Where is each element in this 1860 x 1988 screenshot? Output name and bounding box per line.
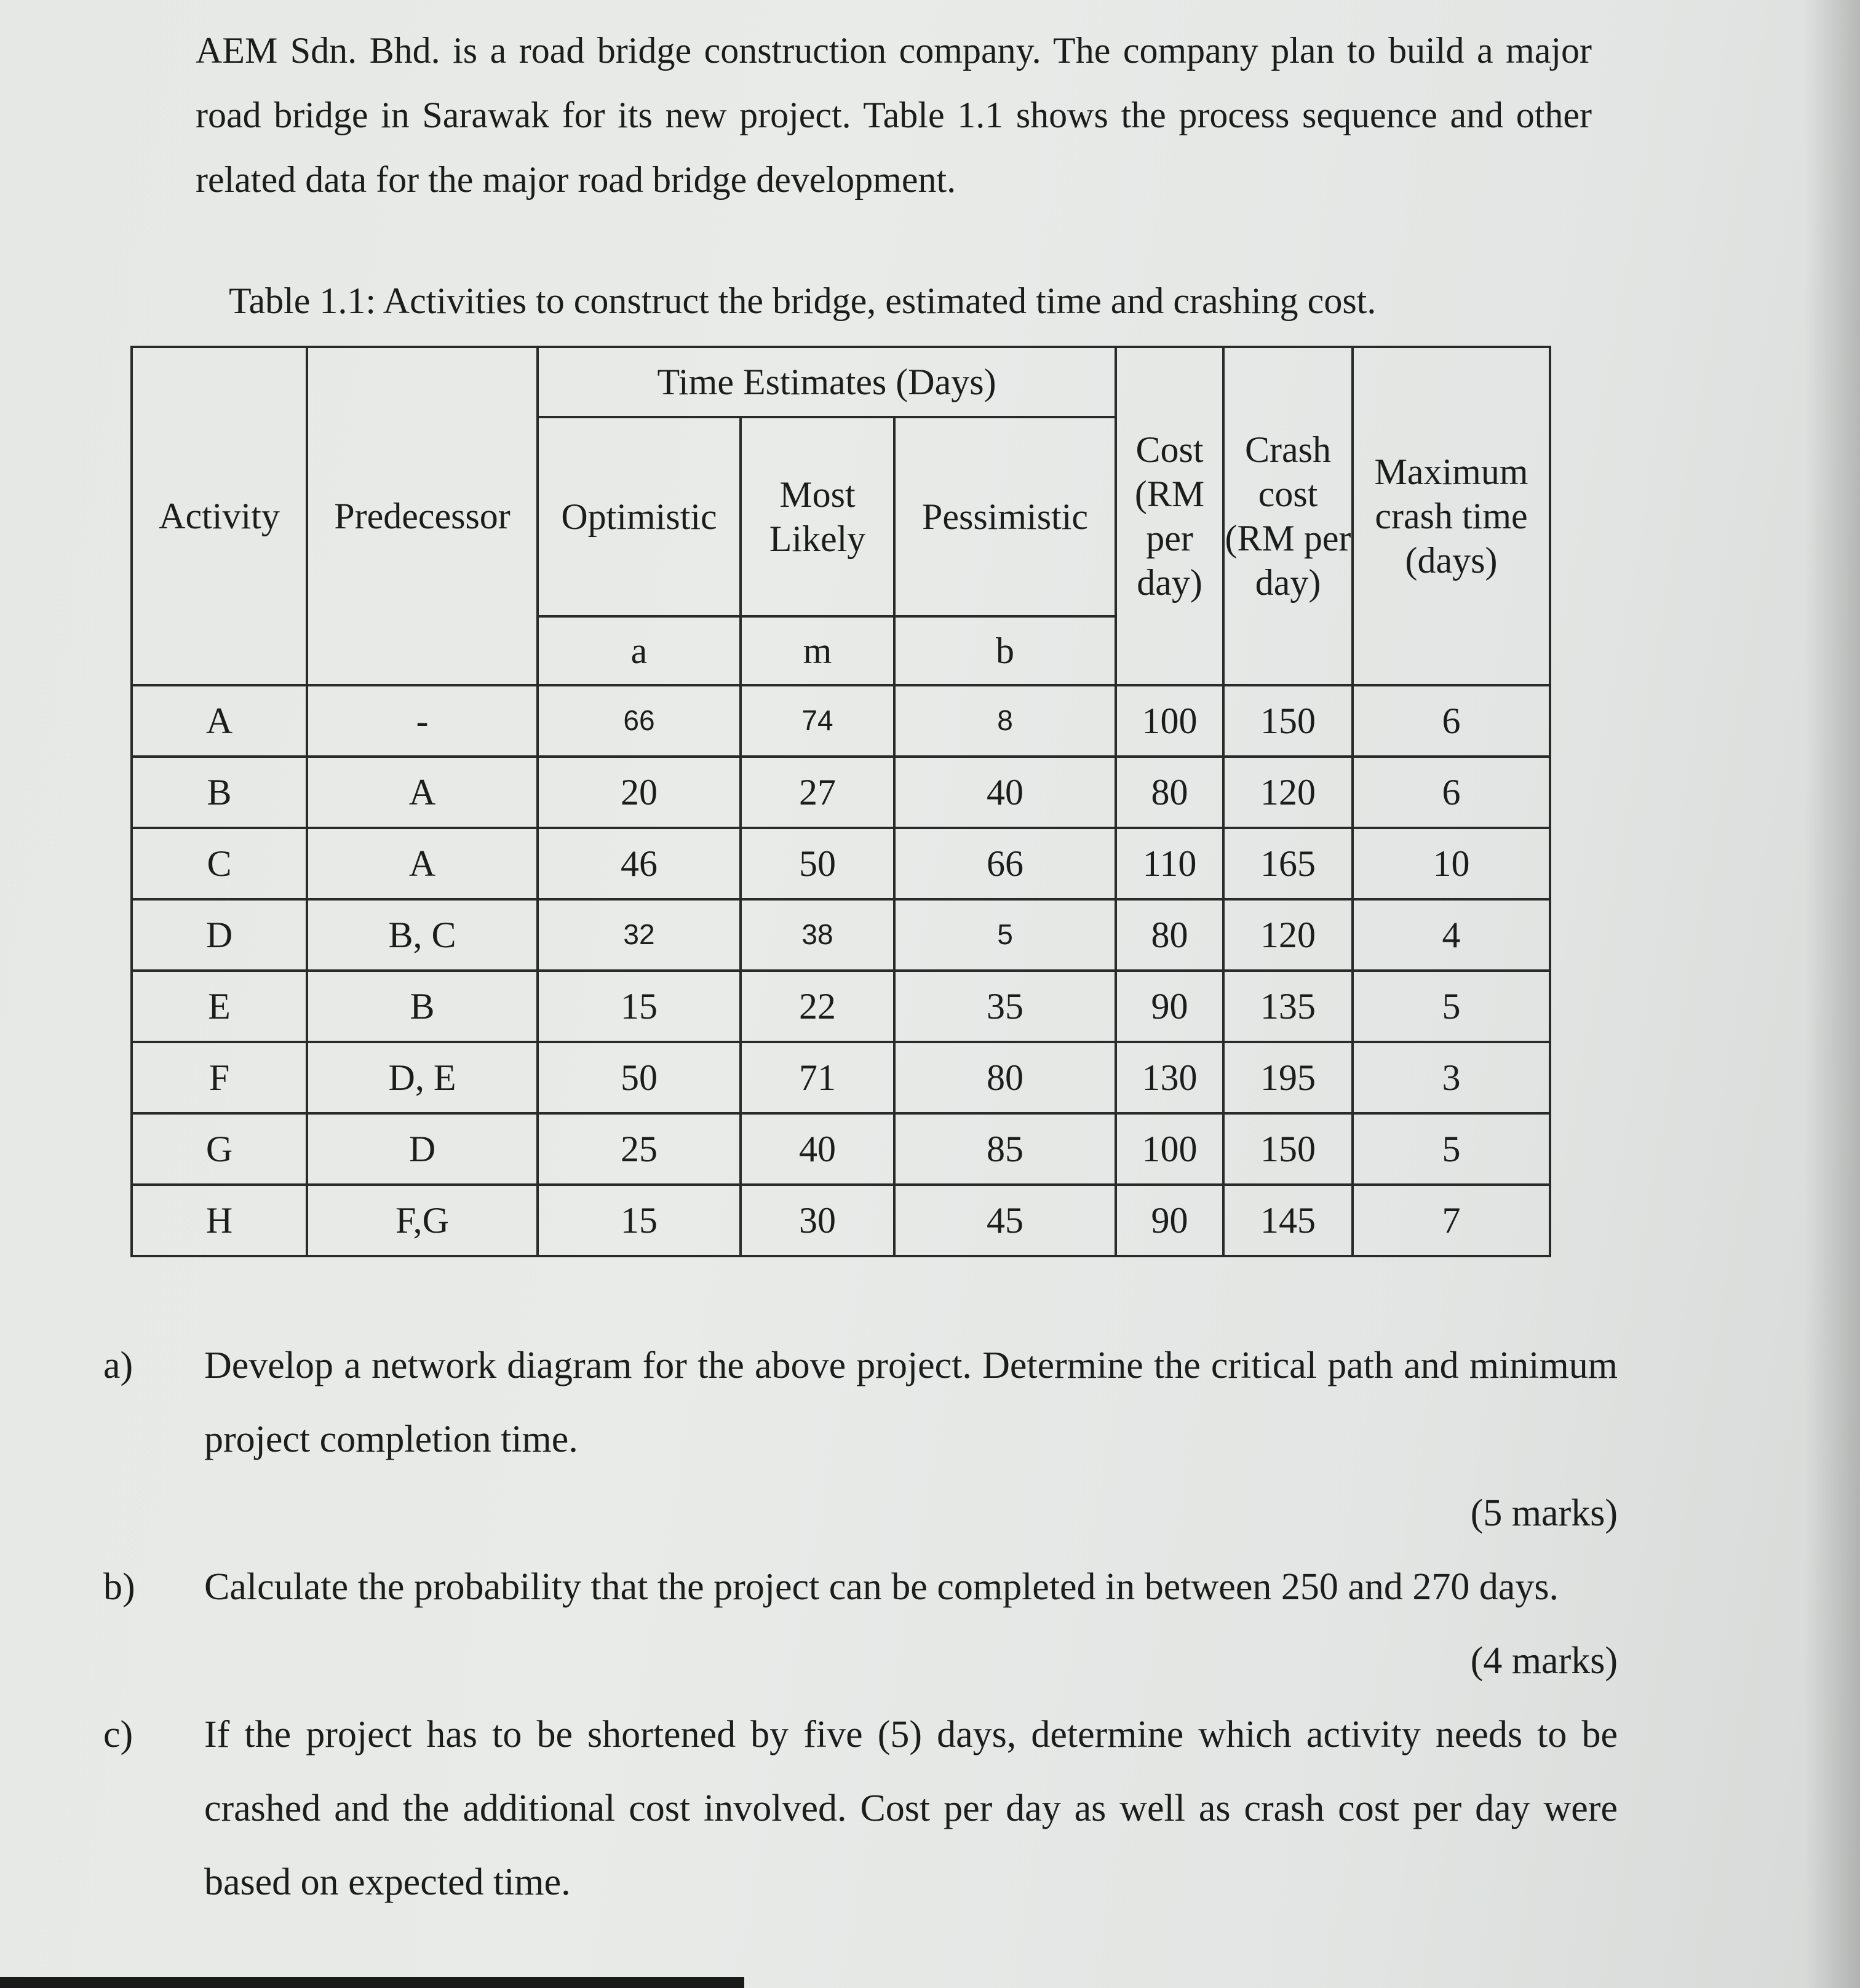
header-m: m [741, 616, 894, 685]
table-row [132, 757, 1550, 828]
cell-m: 27 [741, 757, 894, 828]
cell-crash: 120 [1223, 757, 1353, 828]
cell-a: 15 [538, 1185, 741, 1256]
header-pessimistic: Pessimistic [894, 417, 1116, 616]
cell-m: 74 [741, 685, 894, 757]
cell-predecessor: D [307, 1113, 538, 1185]
cell-m: 40 [741, 1113, 894, 1185]
cell-predecessor: B, C [307, 899, 538, 971]
bottom-dark-bar [0, 1977, 744, 1988]
cell-activity: C [132, 828, 307, 899]
table-row [132, 828, 1550, 899]
cell-crash: 195 [1223, 1042, 1353, 1113]
cell-crash: 150 [1223, 1113, 1353, 1185]
cell-activity: F [132, 1042, 307, 1113]
intro-paragraph: AEM Sdn. Bhd. is a road bridge construction company. The company plan to build a major road bridge in Sarawak for its new project. Table 1.1 shows the process sequence and other related data for the major road bridge development. [196, 30, 1592, 200]
table-row [132, 1113, 1550, 1185]
cell-activity: A [132, 685, 307, 757]
cell-predecessor: D, E [307, 1042, 538, 1113]
cell-cost: 80 [1116, 757, 1223, 828]
question-c-label: c) [103, 1714, 133, 1755]
cell-predecessor: - [307, 685, 538, 757]
header-optimistic: Optimistic [538, 417, 741, 616]
cell-b: 35 [894, 971, 1116, 1042]
cell-b: 40 [894, 757, 1116, 828]
table-row [132, 971, 1550, 1042]
cell-activity: B [132, 757, 307, 828]
questions-section [103, 1329, 1618, 1919]
question-b-label: b) [103, 1566, 135, 1608]
table-caption: Table 1.1: Activities to construct the bridge, estimated time and crashing cost. [229, 280, 1377, 321]
header-most-likely: Most Likely [741, 417, 894, 616]
cell-b: 5 [894, 899, 1116, 971]
cell-crash: 135 [1223, 971, 1353, 1042]
header-b: b [894, 616, 1116, 685]
cell-cost: 110 [1116, 828, 1223, 899]
cell-cost: 90 [1116, 971, 1223, 1042]
cell-crash: 165 [1223, 828, 1353, 899]
question-a-marks: (5 marks) [1470, 1492, 1618, 1534]
cell-max: 6 [1353, 757, 1550, 828]
cell-predecessor: B [307, 971, 538, 1042]
cell-crash: 120 [1223, 899, 1353, 971]
cell-b: 45 [894, 1185, 1116, 1256]
question-a-text: Develop a network diagram for the above project. Determine the critical path and minimum project completion time. [204, 1345, 1618, 1460]
header-max-crash: Maximum crash time (days) [1353, 347, 1550, 685]
cell-activity: H [132, 1185, 307, 1256]
cell-cost: 100 [1116, 1113, 1223, 1185]
page-edge-shadow [1805, 0, 1860, 1988]
cell-predecessor: A [307, 828, 538, 899]
cell-crash: 145 [1223, 1185, 1353, 1256]
cell-m: 30 [741, 1185, 894, 1256]
cell-max: 5 [1353, 1113, 1550, 1185]
header-cost: Cost (RM per day) [1116, 347, 1223, 685]
cell-cost: 80 [1116, 899, 1223, 971]
header-a: a [538, 616, 741, 685]
question-c-text: If the project has to be shortened by five (5) days, determine which activity needs to be crashed and the additional cost involved. Cost per day as well as crash cost per day were based on expected time. [204, 1714, 1618, 1903]
cell-b: 80 [894, 1042, 1116, 1113]
table-row [132, 685, 1550, 757]
question-a [103, 1329, 1618, 1476]
cell-a: 50 [538, 1042, 741, 1113]
cell-max: 10 [1353, 828, 1550, 899]
cell-max: 3 [1353, 1042, 1550, 1113]
cell-m: 71 [741, 1042, 894, 1113]
cell-m: 38 [741, 899, 894, 971]
cell-max: 4 [1353, 899, 1550, 971]
activity-table [130, 346, 1551, 1257]
cell-predecessor: F,G [307, 1185, 538, 1256]
cell-a: 32 [538, 899, 741, 971]
cell-max: 6 [1353, 685, 1550, 757]
cell-b: 8 [894, 685, 1116, 757]
cell-b: 66 [894, 828, 1116, 899]
cell-a: 46 [538, 828, 741, 899]
cell-max: 7 [1353, 1185, 1550, 1256]
cell-b: 85 [894, 1113, 1116, 1185]
cell-activity: E [132, 971, 307, 1042]
table-row [132, 1185, 1550, 1256]
header-predecessor: Predecessor [307, 347, 538, 685]
cell-a: 25 [538, 1113, 741, 1185]
cell-m: 50 [741, 828, 894, 899]
question-c [103, 1698, 1618, 1919]
header-activity: Activity [132, 347, 307, 685]
header-time-estimates: Time Estimates (Days) [538, 347, 1116, 417]
cell-a: 20 [538, 757, 741, 828]
header-crash-cost: Crash cost (RM per day) [1223, 347, 1353, 685]
cell-predecessor: A [307, 757, 538, 828]
cell-a: 15 [538, 971, 741, 1042]
cell-cost: 90 [1116, 1185, 1223, 1256]
cell-m: 22 [741, 971, 894, 1042]
question-b [103, 1550, 1618, 1624]
cell-activity: G [132, 1113, 307, 1185]
question-b-text: Calculate the probability that the project can be completed in between 250 and 270 days. [204, 1566, 1559, 1608]
table-row [132, 1042, 1550, 1113]
table-row [132, 899, 1550, 971]
cell-cost: 130 [1116, 1042, 1223, 1113]
cell-crash: 150 [1223, 685, 1353, 757]
cell-activity: D [132, 899, 307, 971]
cell-max: 5 [1353, 971, 1550, 1042]
question-a-label: a) [103, 1345, 133, 1386]
cell-cost: 100 [1116, 685, 1223, 757]
cell-a: 66 [538, 685, 741, 757]
question-b-marks: (4 marks) [1470, 1640, 1618, 1682]
